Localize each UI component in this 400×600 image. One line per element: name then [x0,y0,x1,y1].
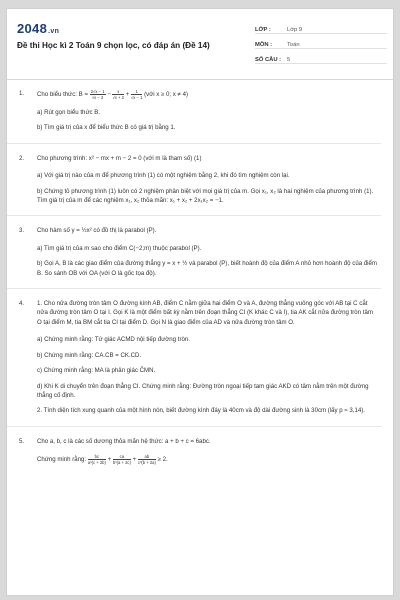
question-number: 4. [19,300,25,308]
fraction: $\frac{ca}{\text{b³(a + 2c)}}$ [112,454,131,466]
stem-suffix: (với x ≥ 0; x ≠ 4) [144,91,189,99]
question-4 [19,299,379,416]
question-stem: 1. Cho nửa đường tròn tâm O đường kính AB, điểm C nằm giữa hai điểm O và A, đường thẳng vuông góc với AB tại C cắt nửa đường tròn tâm O tại I. Gọi K là một điểm bất kỳ nằm trên đoạn thẳng CI (K khác C và I), tia AK cắt nửa đường tròn tâm O tại điểm M, tia BM cắt tia CI tại điểm D. Gọi N là giao điểm của AD và nửa đường tròn tâm O. [37,300,373,326]
meta-value: 5 [287,57,291,63]
meta-row-subject [255,34,387,49]
exam-meta [255,19,387,64]
meta-row-count [255,49,387,64]
proof-prefix: Chứng minh rằng: [37,456,87,464]
question-part: b) Tìm giá trị của x để biểu thức B có giá trị bằng 1. [37,124,176,132]
question-stem: Cho hàm số y = ½x² có đồ thị là parabol (P). [37,227,157,235]
stem-prefix: Cho biểu thức: B = [37,91,88,99]
question-part: 2. Tính diện tích xung quanh của một hình nón, biết đường kính đáy là 40cm và độ dài đường sinh là 30cm (lấy p ≈ 3,14). [37,407,365,415]
question-stem: Cho phương trình: x² − mx + m − 2 = 0 (với m là tham số) (1) [37,154,202,162]
meta-value: Lớp 9 [287,27,303,33]
site-logo[interactable] [17,21,59,36]
fraction: $\frac{ab}{\text{c³(b + 2a)}}$ [137,454,156,466]
question-3 [19,226,379,278]
divider [7,288,381,289]
question-stem: Cho biểu thức: B = $\frac{2√x - 1}{√x - 2}$ − $\frac{x}{√x + 2}$ + $\frac{1}{√x - 1}$ (với x ≥ 0; x ≠ 4) [37,89,189,100]
logo-text: 2048 [17,21,48,36]
meta-key: MÔN : [255,42,273,48]
meta-row-class [255,19,387,34]
fraction: $\frac{x}{√x + 2}$ [112,89,124,100]
question-stem: Cho a, b, c là các số dương thỏa mãn hệ thức: a + b + c = 6abc. [37,437,211,445]
exam-title: Đề thi Học kì 2 Toán 9 chọn lọc, có đáp án (Đề 14) [17,41,210,50]
exam-header [7,9,393,80]
question-part: c) Chứng minh rằng: MA là phân giác ĈMN. [37,367,156,375]
meta-key: LỚP : [255,27,271,33]
question-part: b) Chứng minh rằng: CA.CB = CK.CD. [37,351,142,359]
question-part: d) Khi K di chuyển trên đoạn thẳng CI. Chứng minh rằng: Đường tròn ngoại tiếp tam giác AKD có tâm nằm trên một đường thẳng cố định. [37,382,369,399]
fraction: $\frac{2√x - 1}{√x - 2}$ [90,89,105,100]
question-part: a) Tìm giá trị của m sao cho điểm C(−2;m) thuộc parabol (P). [37,244,202,252]
question-part: a) Chứng minh rằng: Tứ giác ACMD nội tiếp đường tròn. [37,336,190,344]
divider [7,143,381,144]
divider [7,215,381,216]
question-number: 1. [19,90,25,97]
question-number: 5. [19,437,25,445]
question-number: 3. [19,227,25,235]
fraction: $\frac{bc}{\text{a³(c + 2b)}}$ [87,454,106,466]
question-number: 2. [19,154,25,162]
question-part: b) Chứng tỏ phương trình (1) luôn có 2 nghiệm phân biệt với mọi giá trị của m. Gọi x₁, x₂ là hai nghiệm của phương trình (1). Tìm giá trị của m để các nghiệm x₁, x₂ thỏa mãn: x₁ + x₂ + 2x₁x₂ = −1. [37,187,374,205]
question-part: b) Gọi A, B là các giao điểm của đường thẳng y = x + ½ và parabol (P), biết hoành độ của điểm A nhỏ hơn hoành độ của điểm B. So sánh OB với OA (với O là gốc tọa độ). [37,260,377,277]
exam-sheet [6,8,394,596]
meta-key: SỐ CÂU : [255,57,282,63]
question-1 [19,89,379,133]
question-part: a) Rút gọn biểu thức B. [37,109,101,116]
logo-suffix: .vn [48,28,60,35]
fraction: $\frac{1}{√x - 1}$ [130,89,143,100]
proof-statement: Chứng minh rằng: $\frac{bc}{\text{a³(c + 2b)}}$ + $\frac{ca}{\text{b³(a + 2c)}}$ + $\frac{ab}{\text{c³(b + 2a)}}$ ≥ 2. [37,454,168,466]
meta-value: Toán [287,42,300,48]
divider [7,426,381,427]
question-2 [19,154,379,206]
exam-content [19,89,379,471]
proof-suffix: ≥ 2. [157,456,168,464]
question-part: a) Với giá trị nào của m để phương trình (1) có một nghiệm bằng 2, khi đó tìm nghiệm còn lại. [37,172,290,180]
question-5 [19,437,379,465]
